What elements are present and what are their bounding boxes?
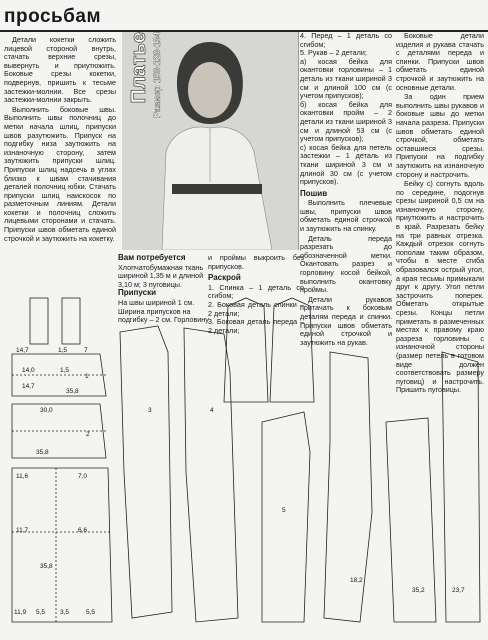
piece-number: 2 (86, 431, 90, 438)
cutting-item: 4. Перед – 1 деталь со сгибом; (300, 31, 392, 49)
paragraph: Выполнить плечевые швы, припуски швов обметать единой строчкой и заутюжить на спинку. (300, 198, 392, 234)
dim-label: 5,5 (86, 609, 96, 616)
paragraph: За один прием выполнить швы рукавов и боковые швы до метки начала разреза. Припуски швов обметать единой строчкой, обметать оставшиеся срезы. Припуски на подгибку заутюжить на изнаночную сторону и настрочить. (396, 92, 484, 179)
dress-title: Платье (128, 32, 150, 104)
allowance-text-cont: и проймы выкроить без припусков. (208, 253, 304, 271)
dim-label: 35,8 (40, 563, 53, 570)
paragraph: Детали кокетки сложить лицевой стороной внутрь, стачать верхние срезы, вывернуть и приутюжить. Боковые срезы кокетки, подвернув, пришить к тесьме застежки-молнии. Все срезы застежки-молнии закрыть. (4, 35, 116, 105)
pattern-piece-back (442, 352, 480, 622)
dim-label: 14,0 (22, 367, 35, 374)
dim-label: 11,6 (16, 473, 29, 480)
dim-label: 3,5 (60, 609, 70, 616)
pattern-piece-side (324, 352, 372, 622)
skirt-sketch (62, 298, 80, 344)
paragraph: Детали рукавов притачать к боковым деталям переда и спинки. Припуски швов обметать единой строчкой и заутюжить на рукав. (300, 294, 392, 347)
pattern-piece-2 (12, 404, 106, 458)
cutting-item: б) косая бейка для окантовки пройм – 2 детали из ткани шириной 3 см и длиной 53 см (с учетом припусков); (300, 99, 392, 144)
pattern-piece-4 (184, 328, 238, 622)
allowance-heading: Припуски (118, 288, 157, 298)
paragraph: Выполнить боковые швы. Выполнить швы полочниц до метки начала шлиц, припуски швов разутюжить. Припуск на подгибку низа заутюжить на изнаночную сторону, затем заутюжить припуски шлиц. Припуски шлиц надсечь в углах близко к швам стачивания деталей полочниц юбки. Стачать припуски шлиц наискосок по разметочным линиям. Детали кокетки и полочниц сложить лицевыми сторонами и стачать. Припуски швов обметать единой строчкой и заутюжить на кокетку. (4, 104, 116, 243)
pattern-piece-skirt (12, 468, 112, 622)
cutting-item: а) косая бейка для окантовки горловины – 1 деталь из ткани шириной 3 см и длиной 100 см (с учетом припусков); (300, 56, 392, 101)
dim-label: 11,7 (16, 527, 29, 534)
vertical-title (128, 32, 166, 222)
pattern-piece-3 (120, 326, 172, 618)
dim-label: 35,8 (66, 388, 79, 395)
dim-label: 7,0 (78, 473, 88, 480)
skirt-sketch (30, 298, 48, 344)
cutting-item: 2. Боковая деталь спинки – 2 детали; (208, 299, 304, 318)
dim-label: 6,6 (78, 527, 88, 534)
dim-label: 30,0 (40, 407, 53, 414)
dim-label: 7 (84, 347, 88, 354)
cutting-item: 3. Боковая деталь переда – 2 детали; (208, 317, 304, 335)
dim-label: 1,5 (58, 347, 68, 354)
piece-number: 4 (210, 407, 214, 414)
dim-label: 35,8 (36, 449, 49, 456)
dim-label: 1,5 (60, 367, 70, 374)
allowance-text: На швы шириной 1 см. Ширина припусков на подгибку – 2 см. Горловину (118, 297, 209, 325)
paragraph: Бейку с) согнуть вдоль по середине, подогнув срезы шириной 0,5 см на изнаночную сторону, приутюжить и настрочить в край. Разрезать бейку на три равных отрезка. Каждый отрезок согнуть пополам таким образом, чтобы в месте сгиба образовался острый угол, а края тесьмы примыкали друг к другу. Угол петли застрочить поперек. Обметать открытые срезы. Концы петли приметать в размеченных местах к правому краю разреза горловины с изнаночной стороны (размер петель в готовом виде должен соответствовать размеру пуговиц) и настрочить. Пришить пуговицы. (396, 179, 484, 395)
pattern-piece-front (386, 418, 436, 622)
paragraph: Деталь переда разрезать до обозначенной метки. Окантовать разрез и горловину косой бейкой, выполнить окантовку проймы. (300, 233, 392, 295)
sewing-heading: Пошив (300, 188, 328, 198)
page-header: просьбам (4, 6, 102, 27)
cutting-heading: Раскрой (208, 273, 241, 283)
dim-label: 35,2 (412, 587, 425, 594)
dim-label: 14,7 (22, 383, 35, 390)
dim-label: 11,9 (14, 609, 27, 616)
dim-label: 18,2 (350, 577, 363, 584)
cutting-item: с) косая бейка для петель застежки – 1 деталь из ткани шириной 3 см и длиной 30 см (с учетом припусков). (300, 142, 392, 187)
materials-text: Хлопчатобумажная ткань шириной 1,35 м и длиной 3,10 м; 3 пуговицы. (118, 262, 204, 289)
piece-number: 3 (148, 407, 152, 414)
piece-number: 5 (282, 507, 286, 514)
materials-heading: Вам потребуется (118, 253, 186, 262)
dim-label: 23,7 (452, 587, 465, 594)
pattern-diagram (0, 292, 488, 640)
pattern-piece-5 (262, 412, 310, 622)
size-label: Размер 158-128-134 (152, 32, 162, 118)
cutting-item: 5. Рукав – 2 детали; (300, 48, 367, 58)
paragraph: Боковые детали изделия и рукава стачать с деталями переда и спинки. Припуски швов обметать единой строчкой и заутюжить на основные детали. (396, 31, 484, 92)
dim-label: 5,5 (36, 609, 46, 616)
dim-label: 14,7 (16, 347, 29, 354)
text-column-1 (4, 36, 116, 244)
dress-sketch-back (270, 298, 314, 402)
piece-number: 1 (85, 373, 89, 380)
cutting-item: 1. Спинка – 1 деталь со сгибом; (208, 282, 304, 301)
